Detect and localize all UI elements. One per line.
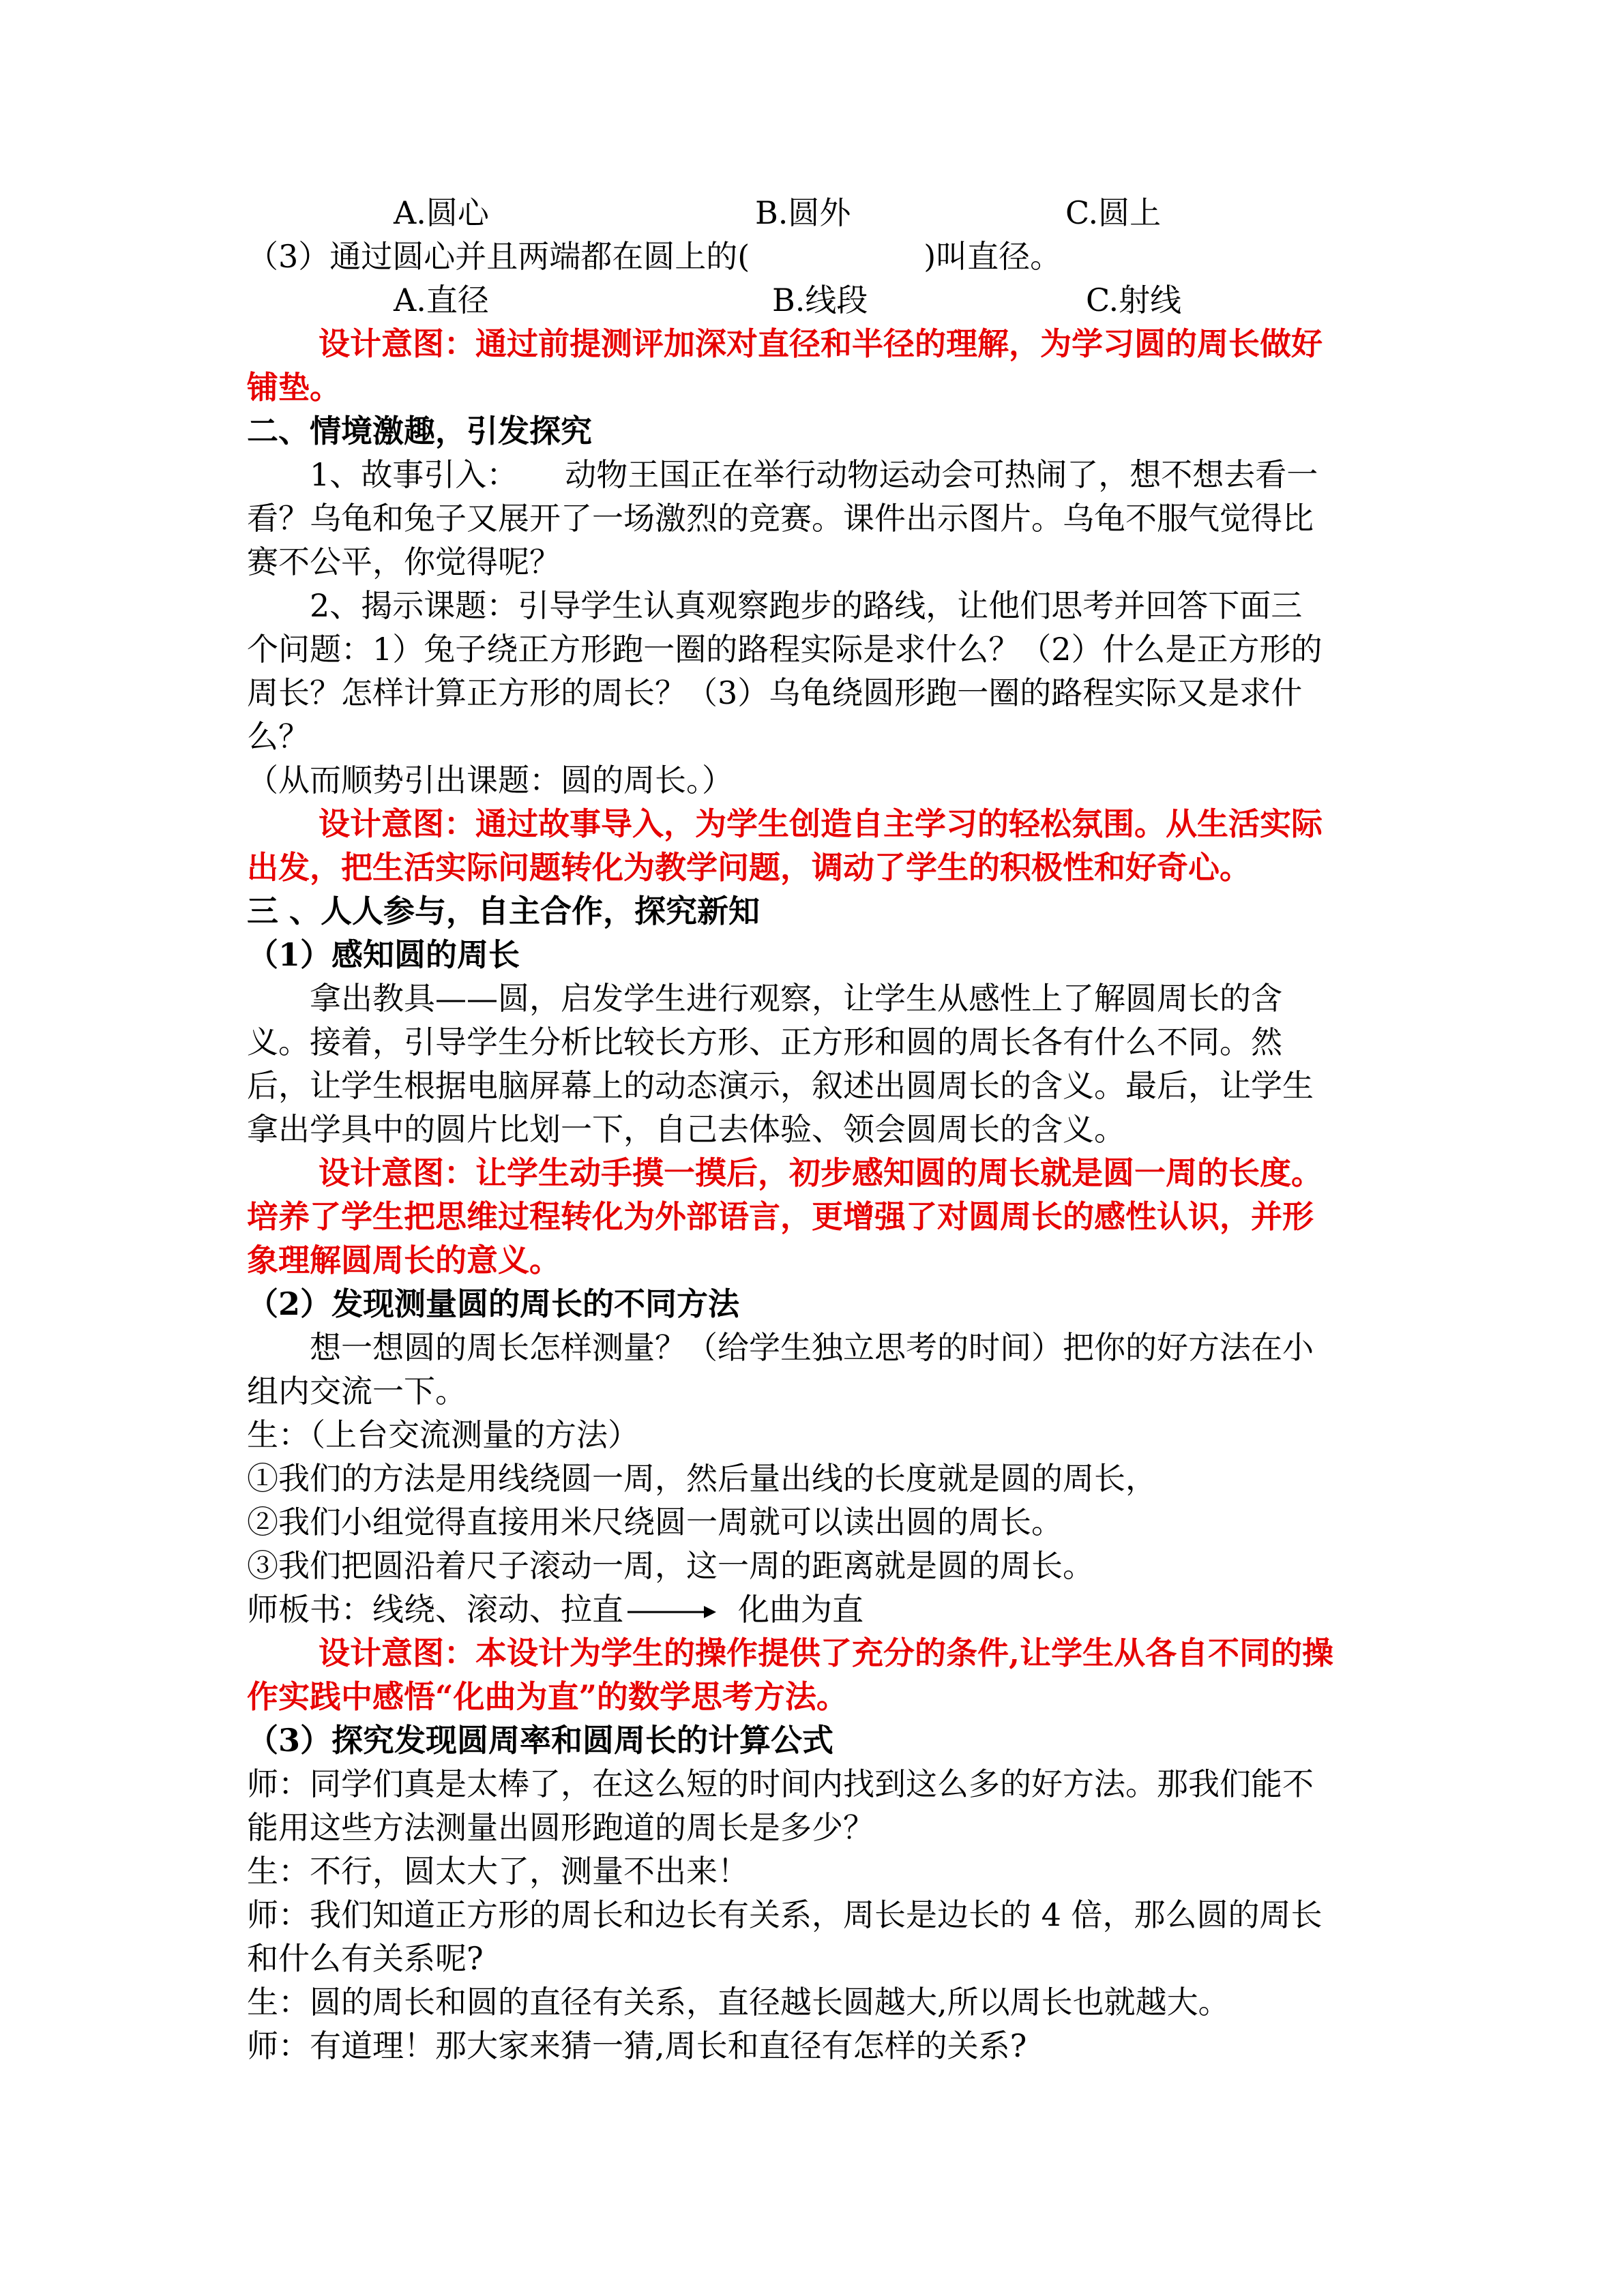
dialog-line-6: 生：圆的周长和圆的直径有关系，直径越长圆越大,所以周长也就越大。: [247, 1984, 1230, 2021]
design-intent-4-line-2: 作实践中感悟“化曲为直”的数学思考方法。: [247, 1678, 848, 1715]
topic-reveal-line-2: 个问题：1）兔子绕正方形跑一圈的路程实际是求什么？（2）什么是正方形的: [247, 631, 1323, 668]
blackboard-left: 师板书：线绕、滚动、拉直: [247, 1591, 623, 1628]
dialog-line-7: 师：有道理！那大家来猜一猜,周长和直径有怎样的关系?: [247, 2027, 1027, 2064]
design-intent-1-line-1: 设计意图：通过前提测评加深对直径和半径的理解，为学习圆的周长做好: [319, 325, 1323, 362]
subsection-1-line-1: 拿出教具——圆，启发学生进行观察，让学生从感性上了解圆周长的含: [310, 980, 1282, 1017]
method-1: ①我们的方法是用线绕圆一周，然后量出线的长度就是圆的周长，: [247, 1460, 1157, 1497]
design-intent-3-line-3: 象理解圆周长的意义。: [247, 1242, 561, 1279]
q3-options: [247, 278, 1406, 322]
dialog-line-3: 生：不行，圆太大了，测量不出来！: [247, 1853, 749, 1890]
subsection-1-line-4: 拿出学具中的圆片比划一下，自己去体验、领会圆周长的含义。: [247, 1111, 1125, 1148]
subsection-2-line-1: 想一想圆的周长怎样测量？（给学生独立思考的时间）把你的好方法在小: [310, 1329, 1314, 1366]
subsection-2-line-2: 组内交流一下。: [247, 1373, 467, 1410]
q2-option-b: B.圆外: [755, 194, 851, 231]
topic-reveal-line-3: 周长？怎样计算正方形的周长？（3）乌龟绕圆形跑一圈的路程实际又是求什: [247, 674, 1303, 711]
section-3-heading: 三 、人人参与，自主合作，探究新知: [247, 893, 761, 929]
dialog-line-1: 师：同学们真是太棒了，在这么短的时间内找到这么多的好方法。那我们能不: [247, 1765, 1314, 1802]
story-intro-line-3: 赛不公平，你觉得呢？: [247, 543, 561, 580]
subsection-1-line-2: 义。接着，引导学生分析比较长方形、正方形和圆的周长各有什么不同。然: [247, 1024, 1282, 1060]
dialog-line-5: 和什么有关系呢?: [247, 1940, 484, 1977]
subsection-1-line-3: 后，让学生根据电脑屏幕上的动态演示，叙述出圆周长的含义。最后，让学生: [247, 1067, 1314, 1104]
method-2: ②我们小组觉得直接用米尺绕圆一周就可以读出圆的周长。: [247, 1504, 1063, 1540]
q3-question: [247, 235, 1406, 278]
design-intent-2-line-1: 设计意图：通过故事导入，为学生创造自主学习的轻松氛围。从生活实际: [319, 805, 1323, 842]
design-intent-1-line-2: 铺垫。: [247, 369, 341, 406]
q2-options: [247, 191, 1406, 235]
q3-text-pre: （3）通过圆心并且两端都在圆上的(: [247, 238, 750, 275]
design-intent-3-line-1: 设计意图：让学生动手摸一摸后，初步感知圆的周长就是圆一周的长度。: [319, 1154, 1323, 1191]
subsection-3-heading: （3）探究发现圆周率和圆周长的计算公式: [247, 1722, 834, 1759]
q3-option-c: C.射线: [1086, 282, 1182, 318]
dialog-line-4: 师：我们知道正方形的周长和边长有关系，周长是边长的 4 倍，那么圆的周长: [247, 1896, 1323, 1933]
blackboard-line: [247, 1587, 1406, 1631]
q3-text-post: )叫直径。: [924, 238, 1062, 275]
topic-lead-in: （从而顺势引出课题：圆的周长。）: [247, 762, 733, 799]
subsection-1-heading: （1）感知圆的周长: [247, 936, 520, 973]
blackboard-right: 化曲为直: [738, 1591, 863, 1628]
topic-reveal-line-1: 2、揭示课题：引导学生认真观察跑步的路线，让他们思考并回答下面三: [310, 587, 1303, 624]
topic-reveal-line-4: 么？: [247, 718, 310, 755]
q3-option-b: B.线段: [772, 282, 868, 318]
section-2-heading: 二、情境激趣，引发探究: [247, 413, 592, 449]
right-arrow-icon: [628, 1604, 716, 1620]
q2-option-a: A.圆心: [394, 194, 489, 231]
document-page: [247, 191, 1406, 2068]
story-intro-line-2: 看？乌龟和兔子又展开了一场激烈的竞赛。课件出示图片。乌龟不服气觉得比: [247, 500, 1314, 537]
q2-option-c: C.圆上: [1065, 194, 1162, 231]
q3-option-a: A.直径: [394, 282, 489, 318]
design-intent-4-line-1: 设计意图：本设计为学生的操作提供了充分的条件,让学生从各自不同的操: [319, 1635, 1334, 1671]
subsection-2-heading: （2）发现测量圆的周长的不同方法: [247, 1285, 740, 1322]
dialog-line-2: 能用这些方法测量出圆形跑道的周长是多少？: [247, 1809, 874, 1846]
design-intent-3-line-2: 培养了学生把思维过程转化为外部语言，更增强了对圆周长的感性认识，并形: [247, 1198, 1314, 1235]
student-share-heading: 生：（上台交流测量的方法）: [247, 1416, 639, 1453]
design-intent-2-line-2: 出发，把生活实际问题转化为教学问题，调动了学生的积极性和好奇心。: [247, 849, 1251, 886]
story-intro-line-1: 1、故事引入： 动物王国正在举行动物运动会可热闹了，想不想去看一: [310, 456, 1318, 493]
method-3: ③我们把圆沿着尺子滚动一周，这一周的距离就是圆的周长。: [247, 1547, 1094, 1584]
